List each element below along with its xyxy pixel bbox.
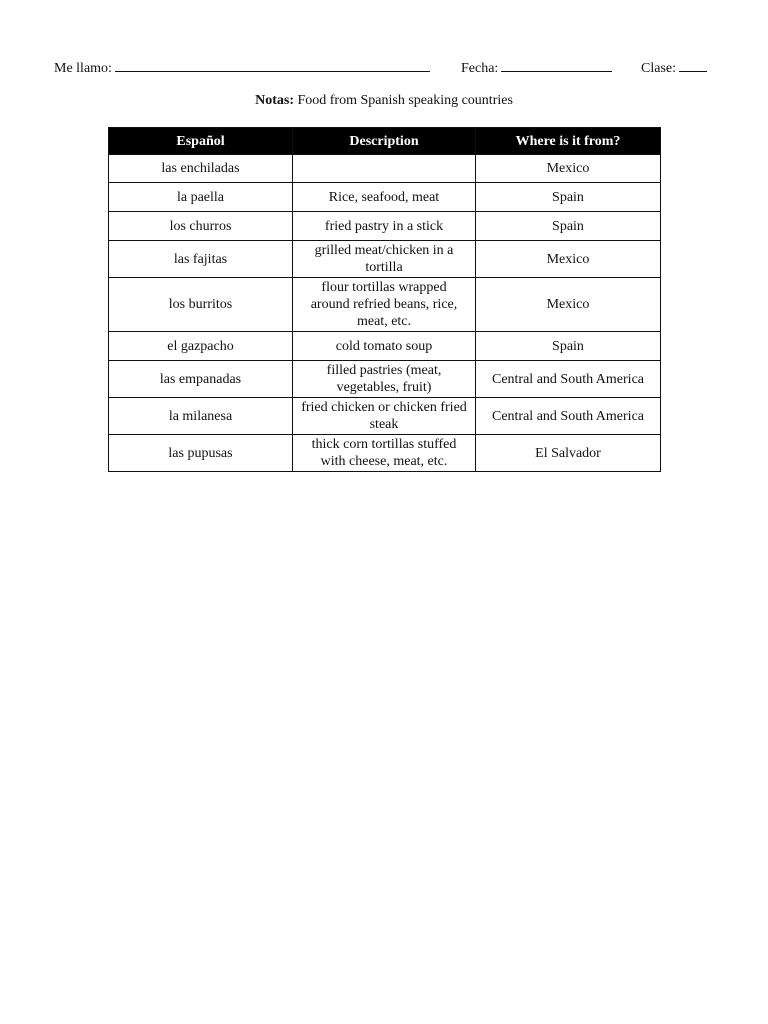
cell-origin: Spain <box>476 332 661 361</box>
cell-description: fried chicken or chicken fried steak <box>293 398 476 435</box>
cell-espanol: la paella <box>109 183 293 212</box>
table-row <box>109 278 661 332</box>
table-row <box>109 398 661 435</box>
cell-origin: Mexico <box>476 278 661 332</box>
cell-description: flour tortillas wrapped around refried beans, rice, meat, etc. <box>293 278 476 332</box>
cell-espanol: los burritos <box>109 278 293 332</box>
table-row <box>109 435 661 472</box>
date-field <box>461 57 612 77</box>
cell-origin: Mexico <box>476 155 661 183</box>
notes-label: Notas: <box>255 93 294 108</box>
column-header-origin: Where is it from? <box>476 128 661 155</box>
name-field <box>54 57 430 77</box>
cell-description: thick corn tortillas stuffed with cheese, meat, etc. <box>293 435 476 472</box>
column-header-description: Description <box>293 128 476 155</box>
cell-origin: Central and South America <box>476 361 661 398</box>
class-blank-line[interactable] <box>679 57 707 72</box>
table-row <box>109 361 661 398</box>
table-row <box>109 183 661 212</box>
cell-espanol: las enchiladas <box>109 155 293 183</box>
table-header-row <box>109 128 661 155</box>
name-label: Me llamo: <box>54 61 112 76</box>
cell-description <box>293 155 476 183</box>
date-blank-line[interactable] <box>501 57 612 72</box>
column-header-espanol: Español <box>109 128 293 155</box>
table-row <box>109 332 661 361</box>
cell-description: fried pastry in a stick <box>293 212 476 241</box>
table-row <box>109 241 661 278</box>
cell-origin: Central and South America <box>476 398 661 435</box>
cell-origin: El Salvador <box>476 435 661 472</box>
cell-espanol: la milanesa <box>109 398 293 435</box>
cell-description: cold tomato soup <box>293 332 476 361</box>
date-label: Fecha: <box>461 61 499 76</box>
cell-description: Rice, seafood, meat <box>293 183 476 212</box>
cell-espanol: las pupusas <box>109 435 293 472</box>
cell-espanol: las empanadas <box>109 361 293 398</box>
class-label: Clase: <box>641 61 676 76</box>
cell-origin: Mexico <box>476 241 661 278</box>
worksheet-header <box>54 57 714 77</box>
notes-heading <box>0 92 768 110</box>
name-blank-line[interactable] <box>115 57 430 72</box>
cell-espanol: las fajitas <box>109 241 293 278</box>
cell-origin: Spain <box>476 183 661 212</box>
cell-description: filled pastries (meat, vegetables, fruit) <box>293 361 476 398</box>
cell-description: grilled meat/chicken in a tortilla <box>293 241 476 278</box>
cell-espanol: el gazpacho <box>109 332 293 361</box>
class-field <box>641 57 707 77</box>
cell-espanol: los churros <box>109 212 293 241</box>
notes-text: Food from Spanish speaking countries <box>297 93 513 108</box>
cell-origin: Spain <box>476 212 661 241</box>
food-table <box>108 127 661 472</box>
table-row <box>109 155 661 183</box>
table-row <box>109 212 661 241</box>
